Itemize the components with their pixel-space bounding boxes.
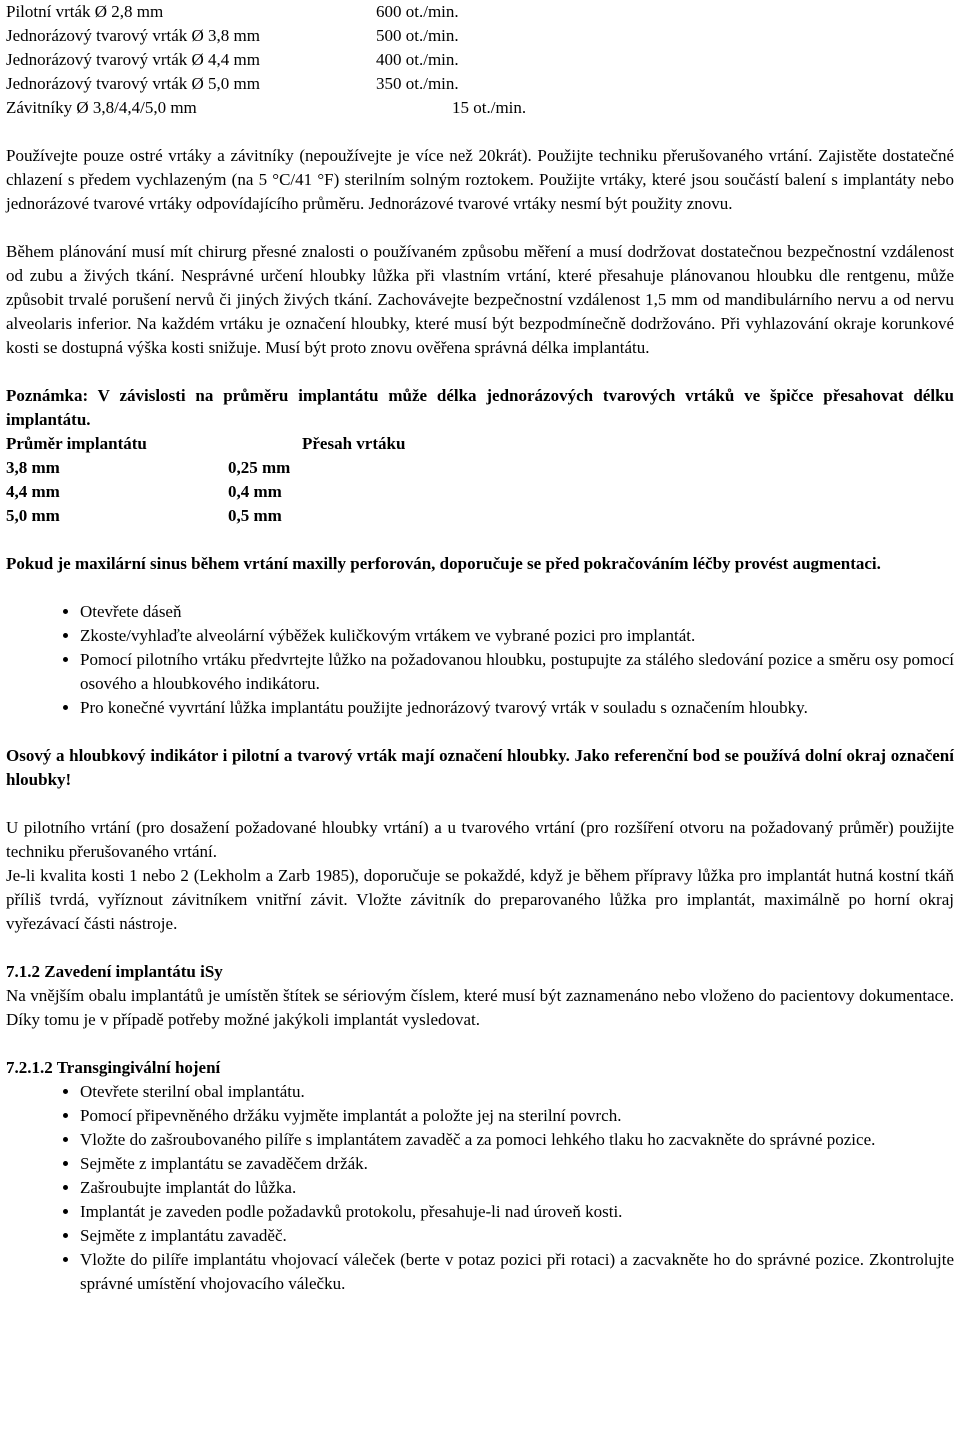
paragraph-pilot-drilling: U pilotního vrtání (pro dosažení požadované hloubky vrtání) a u tvarového vrtání (pro rozšíření otvoru na požadovaný průměr) použijte techniku přerušovaného vrtání. — [6, 818, 954, 861]
speed-row — [6, 96, 954, 120]
table-cell: 3,8 mm — [6, 458, 60, 477]
paragraph-planning: Během plánování musí mít chirurg přesné znalosti o používaném způsobu měření a musí dodržovat dostatečnou bezpečnostní vzdálenost od zubu a živých tkání. Nesprávné určení hloubky lůžka při vlastním vrtání, které přesahuje plánovanou hloubku dle rentgenu, může způsobit trvalé porušení nervů či jiných živých tkání. Zachovávejte bezpečnostní vzdálenost 1,5 mm od mandibulárního nervu a od nervu alveolaris inferior. Na každém vrtáku je označení hloubky, které musí být bezpodmínečně dodržováno. Při vyhlazování okraje korunkové kosti se dostupná výška kosti snižuje. Musí být proto znovu ověřena správná délka implantátu. — [6, 242, 954, 357]
table-cell: 0,5 mm — [228, 506, 282, 525]
paragraph-bone-quality: Je-li kvalita kosti 1 nebo 2 (Lekholm a Zarb 1985), doporučuje se pokaždé, když je během přípravy lůžka pro implantát hutná kostní tkáň příliš tvrdá, vyříznout závitníkem vnitřní závit. Vložte závitník do preparovaného lůžka pro implantát, maximálně po horní okraj vyřezávací části nástroje. — [6, 866, 954, 933]
section-heading-712: 7.1.2 Zavedení implantátu iSy — [6, 962, 223, 981]
list-item: • Otevřete dáseň — [80, 600, 954, 624]
drill-name: Jednorázový tvarový vrták Ø 3,8 mm — [6, 26, 260, 45]
list-item: • Sejměte z implantátu zavaděč. — [80, 1224, 954, 1248]
section-heading-7212: 7.2.1.2 Transgingivální hojení — [6, 1058, 221, 1077]
list-item: • Implantát je zaveden podle požadavků protokolu, přesahuje-li nad úroveň kosti. — [80, 1200, 954, 1224]
paragraph-drill-usage: Používejte pouze ostré vrtáky a závitníky (nepoužívejte je více než 20krát). Použijte techniku přerušovaného vrtání. Zajistěte dostatečné chlazení s předem vychlazeným (na 5 °C/41 °F) sterilním solným roztokem. Použijte vrtáky, které jsou součástí balení s implantáty nebo jednorázové tvarové vrtáky odpovídajícího průměru. Jednorázové tvarové vrtáky nesmí být použity znovu. — [6, 146, 954, 213]
note-sinus: Pokud je maxilární sinus během vrtání maxilly perforován, doporučuje se před pokračováním léčby provést augmentaci. — [6, 554, 881, 573]
table-cell: 0,25 mm — [228, 458, 291, 477]
speed-row — [6, 72, 954, 96]
drill-speed: 400 ot./min. — [376, 50, 459, 69]
table-header: Průměr implantátu — [6, 434, 147, 453]
table-row — [6, 504, 954, 528]
list-item: • Zkoste/vyhlaďte alveolární výběžek kuličkovým vrtákem ve vybrané pozici pro implantát. — [80, 624, 954, 648]
list-item: • Vložte do pilíře implantátu vhojovací váleček (berte v potaz pozici při rotaci) a zacvakněte ho do správné pozice. Zkontrolujte správné umístění vhojovacího válečku. — [80, 1248, 954, 1296]
speed-row — [6, 24, 954, 48]
list-item: • Pomocí připevněného držáku vyjměte implantát a položte jej na sterilní povrch. — [80, 1104, 954, 1128]
speed-row — [6, 0, 954, 24]
table-row — [6, 456, 954, 480]
table-cell: 0,4 mm — [228, 482, 282, 501]
speed-row — [6, 48, 954, 72]
drill-speed: 15 ot./min. — [452, 98, 527, 117]
list-item: • Otevřete sterilní obal implantátu. — [80, 1080, 954, 1104]
table-header-row — [6, 432, 954, 456]
drill-speed: 600 ot./min. — [376, 2, 459, 21]
table-cell: 4,4 mm — [6, 482, 60, 501]
table-header: Přesah vrtáku — [302, 434, 406, 453]
note-drill-overhang: Poznámka: V závislosti na průměru implantátu může délka jednorázových tvarových vrtáků ve špičce přesahovat délku implantátu. — [6, 386, 954, 429]
note-indicator: Osový a hloubkový indikátor i pilotní a tvarový vrták mají označení hloubky. Jako referenční bod se používá dolní okraj označení hloubky! — [6, 746, 954, 789]
paragraph-label: Na vnějším obalu implantátů je umístěn štítek se sériovým číslem, které musí být zaznamenáno nebo vloženo do pacientovy dokumentace. Díky tomu je v případě potřeby možné jakýkoli implantát vysledovat. — [6, 986, 954, 1029]
list-item: • Zašroubujte implantát do lůžka. — [80, 1176, 954, 1200]
list-item: • Sejměte z implantátu se zavaděčem držák. — [80, 1152, 954, 1176]
table-cell: 5,0 mm — [6, 506, 60, 525]
table-row — [6, 480, 954, 504]
list-item: • Pomocí pilotního vrtáku předvrtejte lůžko na požadovanou hloubku, postupujte za stálého sledování pozice a směru osy pomocí osového a hloubkového indikátoru. — [80, 648, 954, 696]
drill-name: Jednorázový tvarový vrták Ø 4,4 mm — [6, 50, 260, 69]
drill-name: Pilotní vrták Ø 2,8 mm — [6, 2, 164, 21]
drill-name: Jednorázový tvarový vrták Ø 5,0 mm — [6, 74, 260, 93]
overhang-table — [6, 432, 954, 528]
list-item: • Pro konečné vyvrtání lůžka implantátu použijte jednorázový tvarový vrták v souladu s označením hloubky. — [80, 696, 954, 720]
healing-steps-list — [6, 1080, 954, 1296]
drill-speed: 350 ot./min. — [376, 74, 459, 93]
list-item: • Vložte do zašroubovaného pilíře s implantátem zavaděč a za pomoci lehkého tlaku ho zacvakněte do správné pozice. — [80, 1128, 954, 1152]
drill-speed: 500 ot./min. — [376, 26, 459, 45]
drill-speed-list — [6, 0, 954, 120]
drill-name: Závitníky Ø 3,8/4,4/5,0 mm — [6, 98, 197, 117]
procedure-list — [6, 600, 954, 720]
